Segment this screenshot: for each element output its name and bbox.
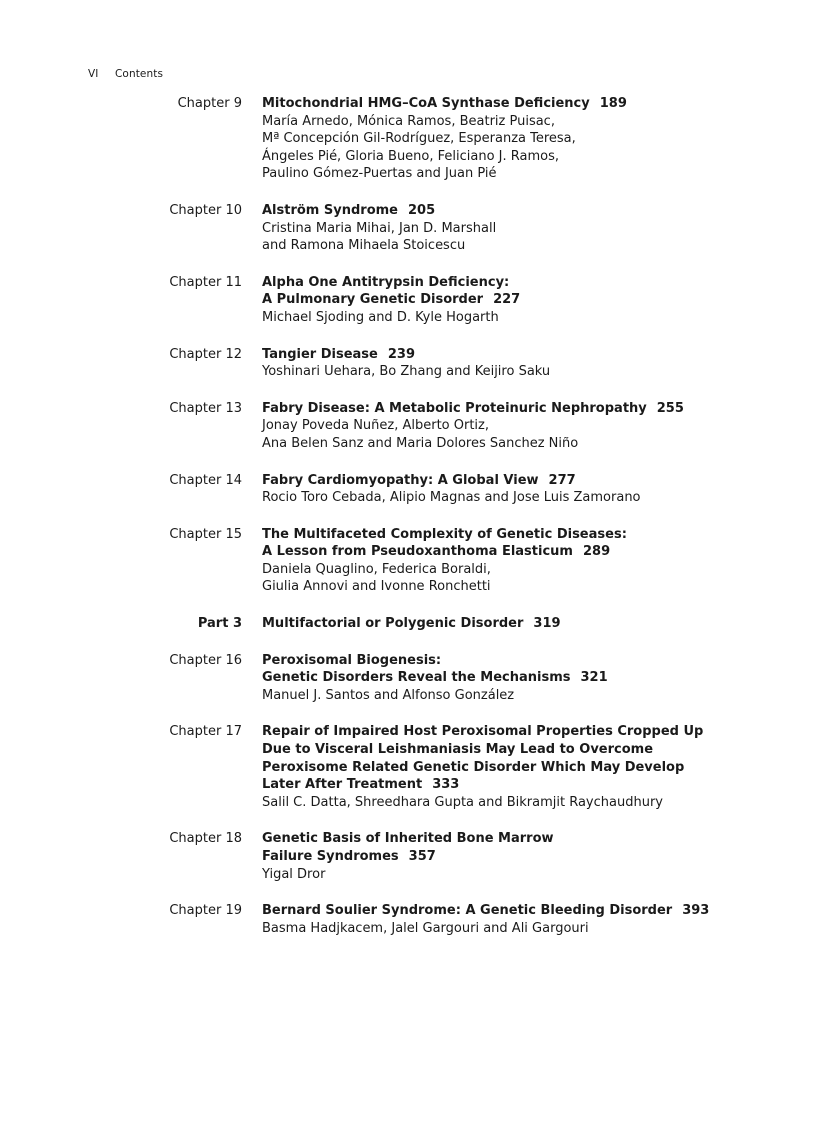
chapter-title-line [262, 274, 732, 292]
chapter-title-text: Bernard Soulier Syndrome: A Genetic Bleeding Disorder [262, 903, 673, 919]
chapter-title-text: Fabry Disease: A Metabolic Proteinuric Nephropathy [262, 400, 647, 416]
chapter-label: Chapter 12 [169, 346, 242, 362]
author-line: Manuel J. Santos and Alfonso González [262, 687, 515, 703]
chapter-title-line [262, 902, 732, 920]
author-line: Yoshinari Uehara, Bo Zhang and Keijiro Saku [262, 364, 551, 380]
chapter-title-line [262, 291, 732, 309]
entry-body [262, 902, 732, 937]
chapter-label: Chapter 9 [177, 96, 242, 111]
author-line: and Ramona Mihaela Stoicescu [262, 238, 466, 254]
toc-chapter-entry [0, 202, 816, 255]
chapter-title-text: Alpha One Antitrypsin Deficiency: [262, 274, 510, 290]
entry-body [262, 526, 732, 596]
chapter-title-text: A Pulmonary Genetic Disorder [262, 292, 484, 308]
chapter-title-text: Genetic Disorders Reveal the Mechanisms [262, 670, 571, 686]
chapter-title-line [262, 776, 732, 794]
chapter-title-line [262, 741, 732, 759]
running-head [88, 68, 163, 80]
chapter-title-line [262, 759, 732, 777]
chapter-title-line [262, 723, 732, 741]
chapter-label: Chapter 13 [169, 400, 242, 416]
chapter-label: Chapter 14 [169, 472, 242, 488]
chapter-title-line [262, 400, 732, 418]
chapter-title-line [262, 346, 732, 364]
page-number: 321 [580, 670, 608, 686]
author-line: Jonay Poveda Nuñez, Alberto Ortiz, [262, 418, 490, 434]
entry-body [262, 472, 732, 507]
chapter-title-text: Mitochondrial HMG–CoA Synthase Deficiency [262, 96, 590, 111]
running-head-section: Contents [115, 68, 164, 80]
chapter-label: Chapter 10 [169, 202, 242, 218]
chapter-title-text: Failure Syndromes [262, 849, 399, 864]
author-line: Yigal Dror [262, 866, 326, 882]
chapter-title-text: Fabry Cardiomyopathy: A Global View [262, 472, 539, 488]
chapter-title-text: The Multifaceted Complexity of Genetic Diseases: [262, 526, 627, 542]
toc-chapter-entry [0, 472, 816, 507]
chapter-title-text: Due to Visceral Leishmaniasis May Lead to Overcome [262, 742, 654, 758]
chapter-title-line [262, 543, 732, 561]
toc-chapter-entry [0, 723, 816, 811]
page-number: 289 [582, 544, 611, 560]
toc-part-entry [0, 615, 816, 633]
author-line: María Arnedo, Mónica Ramos, Beatriz Puisac, [262, 113, 555, 129]
author-line: Rocio Toro Cebada, Alipio Magnas and Jose Luis Zamorano [262, 490, 641, 506]
author-line: Michael Sjoding and D. Kyle Hogarth [262, 309, 499, 325]
author-line: Basma Hadjkacem, Jalel Gargouri and Ali Gargouri [262, 920, 589, 936]
chapter-title-text: Genetic Basis of Inherited Bone Marrow [262, 831, 554, 847]
chapter-label: Chapter 15 [169, 526, 242, 542]
chapter-title-text: Peroxisome Related Genetic Disorder Which May Develop [262, 759, 685, 775]
page-number: 227 [493, 292, 521, 308]
author-line: Daniela Quaglino, Federica Boraldi, [262, 561, 491, 577]
page-number: 189 [599, 96, 627, 111]
entry-body [262, 95, 732, 183]
chapter-label: Chapter 18 [169, 831, 242, 847]
entry-body [262, 202, 732, 255]
chapter-title-text: Alström Syndrome [262, 202, 398, 218]
table-of-contents [0, 95, 816, 956]
chapter-label: Chapter 11 [169, 274, 242, 290]
chapter-title-text: Multifactorial or Polygenic Disorder [262, 616, 524, 632]
chapter-title-line [262, 95, 732, 113]
chapter-label: Chapter 17 [169, 724, 242, 740]
chapter-title-line [262, 830, 732, 848]
page-number: 393 [682, 903, 710, 919]
entry-body [262, 615, 732, 633]
chapter-label: Chapter 19 [169, 903, 242, 919]
chapter-title-line [262, 526, 732, 544]
toc-chapter-entry [0, 400, 816, 453]
author-line: Ana Belen Sanz and Maria Dolores Sanchez Niño [262, 435, 579, 451]
entry-body [262, 400, 732, 453]
toc-chapter-entry [0, 830, 816, 883]
page-number: 333 [432, 777, 460, 793]
author-line: Cristina Maria Mihai, Jan D. Marshall [262, 220, 497, 236]
page-number: 255 [656, 400, 684, 416]
author-line: Salil C. Datta, Shreedhara Gupta and Bikramjit Raychaudhury [262, 794, 663, 810]
toc-chapter-entry [0, 274, 816, 327]
chapter-title-text: Later After Treatment [262, 777, 423, 793]
part-label: Part 3 [197, 616, 242, 632]
author-line: Ángeles Pié, Gloria Bueno, Feliciano J. Ramos, [262, 148, 560, 164]
page-number: 357 [408, 849, 436, 864]
chapter-title-line [262, 202, 732, 220]
chapter-title-line [262, 472, 732, 490]
entry-body [262, 346, 732, 381]
chapter-title-line [262, 669, 732, 687]
page-number: 277 [548, 472, 576, 488]
chapter-title-line [262, 848, 732, 866]
toc-chapter-entry [0, 95, 816, 183]
chapter-title-text: A Lesson from Pseudoxanthoma Elasticum [262, 544, 573, 560]
chapter-title-text: Tangier Disease [262, 346, 378, 362]
toc-chapter-entry [0, 526, 816, 596]
page-number: 239 [387, 346, 416, 362]
toc-chapter-entry [0, 652, 816, 705]
chapter-title-text: Peroxisomal Biogenesis: [262, 652, 442, 668]
chapter-title-line [262, 615, 732, 633]
chapter-title-text: Repair of Impaired Host Peroxisomal Properties Cropped Up [262, 724, 704, 740]
author-line: Paulino Gómez-Puertas and Juan Pié [262, 166, 497, 182]
page-folio: VI [88, 68, 99, 80]
toc-chapter-entry [0, 346, 816, 381]
entry-body [262, 652, 732, 705]
entry-body [262, 723, 732, 811]
entry-body [262, 830, 732, 883]
author-line: Mª Concepción Gil-Rodríguez, Esperanza Teresa, [262, 131, 576, 147]
toc-chapter-entry [0, 902, 816, 937]
chapter-label: Chapter 16 [169, 652, 242, 668]
entry-body [262, 274, 732, 327]
page-number: 319 [533, 616, 561, 632]
chapter-title-line [262, 652, 732, 670]
author-line: Giulia Annovi and Ivonne Ronchetti [262, 579, 491, 595]
page-number: 205 [408, 202, 436, 218]
